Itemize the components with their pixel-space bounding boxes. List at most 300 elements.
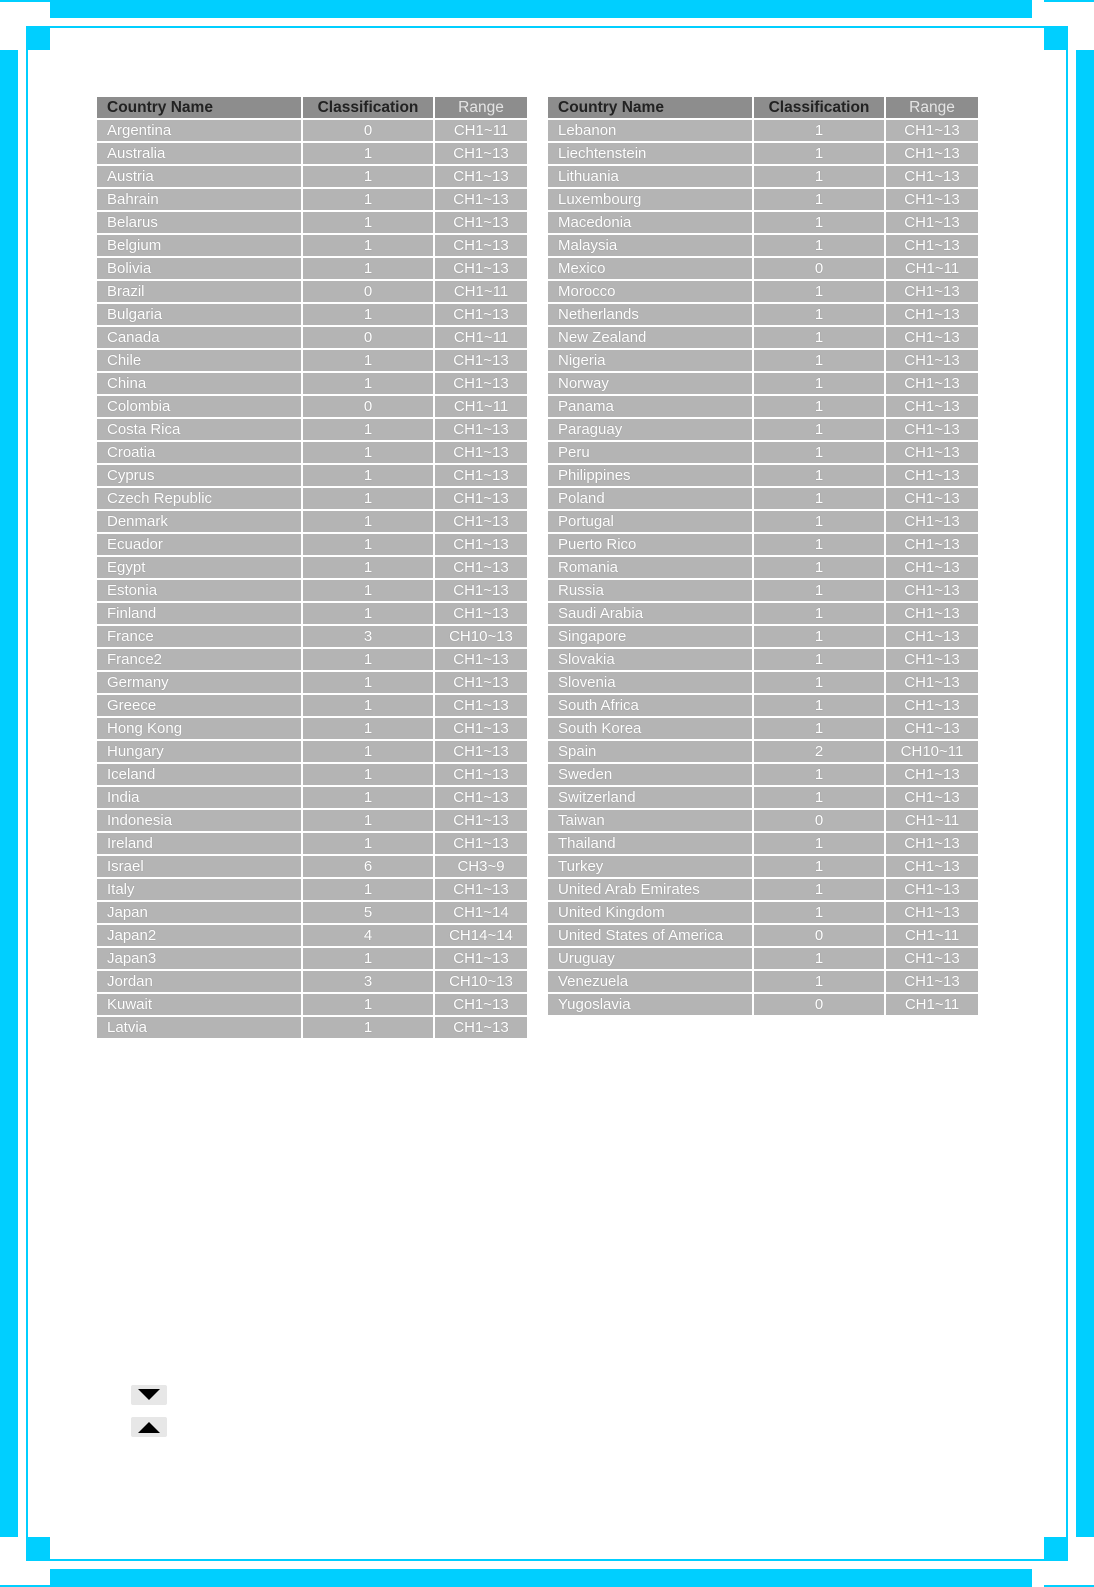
- classification-cell: 0: [754, 994, 884, 1015]
- table-row: [548, 718, 978, 739]
- header-classification: Classification: [754, 97, 884, 118]
- country-name-cell: United Kingdom: [548, 902, 752, 923]
- range-cell: CH1~13: [886, 166, 978, 187]
- table-row: [97, 120, 527, 141]
- range-cell: CH1~13: [435, 258, 527, 279]
- country-name-cell: Peru: [548, 442, 752, 463]
- country-name-cell: United States of America: [548, 925, 752, 946]
- range-cell: CH1~11: [886, 994, 978, 1015]
- country-name-cell: Bulgaria: [97, 304, 301, 325]
- country-name-cell: Slovenia: [548, 672, 752, 693]
- classification-cell: 1: [754, 902, 884, 923]
- country-name-cell: Brazil: [97, 281, 301, 302]
- range-cell: CH1~11: [435, 120, 527, 141]
- table-row: [548, 557, 978, 578]
- country-name-cell: Croatia: [97, 442, 301, 463]
- range-cell: CH1~13: [886, 649, 978, 670]
- table-row: [548, 396, 978, 417]
- range-cell: CH1~13: [886, 833, 978, 854]
- country-name-cell: Russia: [548, 580, 752, 601]
- range-cell: CH1~13: [435, 695, 527, 716]
- triangle-down-icon: [131, 1385, 167, 1405]
- range-cell: CH1~13: [435, 534, 527, 555]
- country-name-cell: Nigeria: [548, 350, 752, 371]
- country-name-cell: Malaysia: [548, 235, 752, 256]
- country-name-cell: Belarus: [97, 212, 301, 233]
- country-name-cell: Liechtenstein: [548, 143, 752, 164]
- country-name-cell: Singapore: [548, 626, 752, 647]
- range-cell: CH1~13: [435, 189, 527, 210]
- table-row: [548, 879, 978, 900]
- table-row: [97, 994, 527, 1015]
- country-name-cell: Lebanon: [548, 120, 752, 141]
- classification-cell: 4: [303, 925, 433, 946]
- country-name-cell: Switzerland: [548, 787, 752, 808]
- range-cell: CH1~13: [886, 373, 978, 394]
- frame-top-bar: [50, 0, 1032, 18]
- classification-cell: 0: [754, 925, 884, 946]
- table-row: [548, 143, 978, 164]
- country-name-cell: Italy: [97, 879, 301, 900]
- range-cell: CH1~13: [886, 396, 978, 417]
- country-name-cell: Kuwait: [97, 994, 301, 1015]
- range-cell: CH1~13: [886, 672, 978, 693]
- country-name-cell: Greece: [97, 695, 301, 716]
- classification-cell: 1: [303, 143, 433, 164]
- classification-cell: 1: [754, 281, 884, 302]
- country-name-cell: Taiwan: [548, 810, 752, 831]
- classification-cell: 1: [754, 580, 884, 601]
- classification-cell: 1: [303, 603, 433, 624]
- classification-cell: 1: [754, 166, 884, 187]
- table-row: [548, 511, 978, 532]
- classification-cell: 1: [303, 212, 433, 233]
- table-row: [97, 419, 527, 440]
- country-name-cell: Germany: [97, 672, 301, 693]
- table-row: [548, 580, 978, 601]
- classification-cell: 0: [303, 281, 433, 302]
- table-row: [97, 787, 527, 808]
- range-cell: CH1~13: [435, 879, 527, 900]
- range-cell: CH1~13: [435, 810, 527, 831]
- table-row: [97, 350, 527, 371]
- classification-cell: 1: [754, 672, 884, 693]
- classification-cell: 1: [754, 488, 884, 509]
- classification-cell: 1: [754, 189, 884, 210]
- country-name-cell: Austria: [97, 166, 301, 187]
- table-row: [97, 948, 527, 969]
- country-name-cell: Finland: [97, 603, 301, 624]
- range-cell: CH1~13: [435, 419, 527, 440]
- table-row: [97, 373, 527, 394]
- range-cell: CH1~13: [886, 948, 978, 969]
- table-row: [97, 465, 527, 486]
- range-cell: CH1~11: [435, 396, 527, 417]
- table-row: [548, 120, 978, 141]
- frame-bottom-bar: [50, 1569, 1032, 1587]
- range-cell: CH1~13: [886, 419, 978, 440]
- country-name-cell: Canada: [97, 327, 301, 348]
- table-row: [97, 511, 527, 532]
- classification-cell: 6: [303, 856, 433, 877]
- table-row: [97, 856, 527, 877]
- range-cell: CH1~13: [435, 787, 527, 808]
- range-cell: CH1~13: [435, 511, 527, 532]
- frame-outer-top-left: [0, 0, 50, 2]
- range-cell: CH1~13: [886, 879, 978, 900]
- range-cell: CH1~13: [435, 304, 527, 325]
- frame-left-bar: [0, 50, 18, 1537]
- country-name-cell: Puerto Rico: [548, 534, 752, 555]
- country-name-cell: Japan: [97, 902, 301, 923]
- table-row: [97, 396, 527, 417]
- table-row: [97, 741, 527, 762]
- range-cell: CH1~13: [886, 442, 978, 463]
- classification-cell: 1: [754, 787, 884, 808]
- classification-cell: 3: [303, 626, 433, 647]
- table-row: [548, 925, 978, 946]
- classification-cell: 1: [303, 488, 433, 509]
- range-cell: CH1~13: [886, 718, 978, 739]
- table-row: [97, 626, 527, 647]
- classification-cell: 1: [754, 419, 884, 440]
- classification-cell: 1: [303, 833, 433, 854]
- country-name-cell: Australia: [97, 143, 301, 164]
- country-name-cell: Portugal: [548, 511, 752, 532]
- classification-cell: 1: [303, 994, 433, 1015]
- table-row: [548, 488, 978, 509]
- classification-cell: 1: [754, 511, 884, 532]
- table-row: [97, 925, 527, 946]
- table-header-row: [97, 97, 527, 118]
- table-body-left: [97, 120, 527, 1038]
- range-cell: CH1~13: [886, 971, 978, 992]
- classification-cell: 3: [303, 971, 433, 992]
- range-cell: CH1~13: [435, 212, 527, 233]
- range-cell: CH1~13: [435, 741, 527, 762]
- table-row: [548, 649, 978, 670]
- country-name-cell: Poland: [548, 488, 752, 509]
- range-cell: CH1~13: [435, 718, 527, 739]
- country-name-cell: Iceland: [97, 764, 301, 785]
- classification-cell: 1: [303, 166, 433, 187]
- classification-cell: 1: [303, 764, 433, 785]
- frame-corner-tl: [26, 26, 50, 50]
- table-row: [548, 787, 978, 808]
- header-classification: Classification: [303, 97, 433, 118]
- classification-cell: 1: [303, 235, 433, 256]
- country-name-cell: Panama: [548, 396, 752, 417]
- range-cell: CH1~13: [435, 580, 527, 601]
- range-cell: CH1~13: [435, 488, 527, 509]
- classification-cell: 1: [754, 764, 884, 785]
- country-name-cell: India: [97, 787, 301, 808]
- table-row: [548, 235, 978, 256]
- classification-cell: 5: [303, 902, 433, 923]
- classification-cell: 1: [303, 304, 433, 325]
- frame-corner-tr: [1044, 26, 1068, 50]
- country-name-cell: Mexico: [548, 258, 752, 279]
- table-row: [97, 672, 527, 693]
- country-name-cell: Bolivia: [97, 258, 301, 279]
- table-row: [97, 281, 527, 302]
- classification-cell: 1: [754, 534, 884, 555]
- table-row: [548, 350, 978, 371]
- range-cell: CH1~13: [886, 511, 978, 532]
- table-row: [97, 1017, 527, 1038]
- country-name-cell: Slovakia: [548, 649, 752, 670]
- classification-cell: 1: [303, 741, 433, 762]
- classification-cell: 0: [303, 327, 433, 348]
- range-cell: CH1~13: [886, 235, 978, 256]
- classification-cell: 1: [754, 442, 884, 463]
- range-cell: CH14~14: [435, 925, 527, 946]
- range-cell: CH1~13: [886, 189, 978, 210]
- classification-cell: 1: [754, 695, 884, 716]
- classification-cell: 1: [303, 189, 433, 210]
- range-cell: CH1~13: [435, 350, 527, 371]
- country-name-cell: Ireland: [97, 833, 301, 854]
- country-name-cell: Ecuador: [97, 534, 301, 555]
- classification-cell: 0: [754, 810, 884, 831]
- classification-cell: 1: [754, 235, 884, 256]
- country-name-cell: Indonesia: [97, 810, 301, 831]
- country-name-cell: Turkey: [548, 856, 752, 877]
- country-name-cell: Japan2: [97, 925, 301, 946]
- frame-inner-bottom: [26, 1559, 1068, 1561]
- country-name-cell: Denmark: [97, 511, 301, 532]
- country-name-cell: Norway: [548, 373, 752, 394]
- classification-cell: 1: [303, 373, 433, 394]
- table-row: [97, 235, 527, 256]
- country-name-cell: Venezuela: [548, 971, 752, 992]
- country-name-cell: Japan3: [97, 948, 301, 969]
- classification-cell: 1: [754, 626, 884, 647]
- country-name-cell: Hong Kong: [97, 718, 301, 739]
- classification-cell: 1: [303, 511, 433, 532]
- table-row: [548, 373, 978, 394]
- classification-cell: 1: [754, 833, 884, 854]
- header-range: Range: [435, 97, 527, 118]
- range-cell: CH1~13: [435, 465, 527, 486]
- country-name-cell: Paraguay: [548, 419, 752, 440]
- classification-cell: 1: [754, 649, 884, 670]
- country-name-cell: Yugoslavia: [548, 994, 752, 1015]
- classification-cell: 1: [754, 557, 884, 578]
- range-cell: CH1~13: [886, 557, 978, 578]
- table-row: [97, 902, 527, 923]
- classification-cell: 1: [303, 350, 433, 371]
- classification-cell: 2: [754, 741, 884, 762]
- range-cell: CH1~13: [886, 281, 978, 302]
- header-country-name: Country Name: [97, 97, 301, 118]
- classification-cell: 0: [303, 120, 433, 141]
- country-name-cell: China: [97, 373, 301, 394]
- range-cell: CH1~13: [886, 143, 978, 164]
- range-cell: CH1~13: [886, 465, 978, 486]
- table-row: [97, 718, 527, 739]
- range-cell: CH1~13: [435, 649, 527, 670]
- table-row: [548, 258, 978, 279]
- country-table-left: [95, 95, 529, 1040]
- range-cell: CH1~13: [886, 626, 978, 647]
- table-body-right: [548, 120, 978, 1015]
- range-cell: CH1~13: [886, 534, 978, 555]
- triangle-up-icon: [131, 1417, 167, 1437]
- country-name-cell: Saudi Arabia: [548, 603, 752, 624]
- country-name-cell: France: [97, 626, 301, 647]
- range-cell: CH1~11: [886, 258, 978, 279]
- range-cell: CH10~13: [435, 971, 527, 992]
- classification-cell: 1: [303, 465, 433, 486]
- range-cell: CH1~13: [886, 488, 978, 509]
- country-name-cell: Lithuania: [548, 166, 752, 187]
- range-cell: CH1~13: [435, 672, 527, 693]
- classification-cell: 1: [303, 649, 433, 670]
- table-row: [97, 971, 527, 992]
- table-row: [548, 534, 978, 555]
- table-row: [548, 281, 978, 302]
- range-cell: CH1~13: [886, 327, 978, 348]
- table-row: [97, 695, 527, 716]
- country-name-cell: Estonia: [97, 580, 301, 601]
- classification-cell: 1: [303, 695, 433, 716]
- classification-cell: 1: [754, 396, 884, 417]
- range-cell: CH1~13: [435, 373, 527, 394]
- table-row: [548, 948, 978, 969]
- country-name-cell: South Africa: [548, 695, 752, 716]
- table-row: [97, 189, 527, 210]
- table-row: [548, 603, 978, 624]
- country-name-cell: Macedonia: [548, 212, 752, 233]
- country-name-cell: Romania: [548, 557, 752, 578]
- table-row: [548, 189, 978, 210]
- range-cell: CH1~13: [435, 442, 527, 463]
- range-cell: CH1~13: [886, 603, 978, 624]
- table-row: [548, 212, 978, 233]
- table-row: [548, 902, 978, 923]
- table-row: [548, 695, 978, 716]
- table-row: [548, 971, 978, 992]
- range-cell: CH3~9: [435, 856, 527, 877]
- table-row: [97, 603, 527, 624]
- table-row: [97, 212, 527, 233]
- table-row: [97, 879, 527, 900]
- range-cell: CH1~13: [435, 557, 527, 578]
- range-cell: CH1~13: [435, 994, 527, 1015]
- table-row: [548, 419, 978, 440]
- range-cell: CH1~13: [435, 235, 527, 256]
- table-row: [97, 534, 527, 555]
- classification-cell: 1: [303, 442, 433, 463]
- table-row: [97, 580, 527, 601]
- table-row: [548, 741, 978, 762]
- classification-cell: 0: [303, 396, 433, 417]
- classification-cell: 1: [754, 718, 884, 739]
- country-name-cell: Jordan: [97, 971, 301, 992]
- country-name-cell: New Zealand: [548, 327, 752, 348]
- table-row: [548, 672, 978, 693]
- range-cell: CH1~13: [886, 787, 978, 808]
- table-row: [97, 442, 527, 463]
- table-row: [97, 258, 527, 279]
- range-cell: CH1~14: [435, 902, 527, 923]
- table-row: [97, 327, 527, 348]
- country-name-cell: Egypt: [97, 557, 301, 578]
- country-name-cell: Morocco: [548, 281, 752, 302]
- header-range: Range: [886, 97, 978, 118]
- table-row: [97, 810, 527, 831]
- country-name-cell: Cyprus: [97, 465, 301, 486]
- table-row: [548, 994, 978, 1015]
- range-cell: CH1~13: [886, 902, 978, 923]
- frame-corner-br: [1044, 1537, 1068, 1561]
- table-row: [548, 166, 978, 187]
- table-row: [548, 327, 978, 348]
- country-name-cell: Costa Rica: [97, 419, 301, 440]
- frame-inner-left: [26, 26, 28, 1561]
- country-name-cell: Netherlands: [548, 304, 752, 325]
- classification-cell: 1: [754, 948, 884, 969]
- table-row: [97, 166, 527, 187]
- range-cell: CH1~13: [435, 166, 527, 187]
- classification-cell: 1: [754, 465, 884, 486]
- range-cell: CH1~13: [886, 212, 978, 233]
- range-cell: CH1~13: [435, 143, 527, 164]
- table-row: [548, 810, 978, 831]
- classification-cell: 1: [303, 258, 433, 279]
- table-row: [97, 764, 527, 785]
- range-cell: CH1~13: [435, 1017, 527, 1038]
- classification-cell: 1: [754, 143, 884, 164]
- country-name-cell: France2: [97, 649, 301, 670]
- country-name-cell: Argentina: [97, 120, 301, 141]
- table-row: [548, 833, 978, 854]
- range-cell: CH1~11: [435, 281, 527, 302]
- range-cell: CH1~11: [435, 327, 527, 348]
- classification-cell: 0: [754, 258, 884, 279]
- frame-corner-bl: [26, 1537, 50, 1561]
- classification-cell: 1: [303, 879, 433, 900]
- country-name-cell: Chile: [97, 350, 301, 371]
- range-cell: CH1~13: [886, 856, 978, 877]
- range-cell: CH1~13: [886, 120, 978, 141]
- header-country-name: Country Name: [548, 97, 752, 118]
- country-name-cell: Uruguay: [548, 948, 752, 969]
- table-row: [548, 764, 978, 785]
- table-row: [97, 833, 527, 854]
- frame-outer-top-right: [1044, 0, 1094, 2]
- frame-inner-top: [26, 26, 1068, 28]
- table-row: [548, 304, 978, 325]
- frame-inner-right: [1066, 26, 1068, 1561]
- range-cell: CH1~13: [435, 948, 527, 969]
- country-name-cell: Spain: [548, 741, 752, 762]
- table-row: [97, 488, 527, 509]
- classification-cell: 1: [754, 350, 884, 371]
- table-row: [97, 557, 527, 578]
- country-name-cell: Hungary: [97, 741, 301, 762]
- table-row: [548, 856, 978, 877]
- country-table-right: [546, 95, 980, 1017]
- frame-right-bar: [1076, 50, 1094, 1537]
- classification-cell: 1: [754, 212, 884, 233]
- classification-cell: 1: [303, 580, 433, 601]
- classification-cell: 1: [303, 672, 433, 693]
- classification-cell: 1: [303, 948, 433, 969]
- table-row: [548, 465, 978, 486]
- classification-cell: 1: [754, 327, 884, 348]
